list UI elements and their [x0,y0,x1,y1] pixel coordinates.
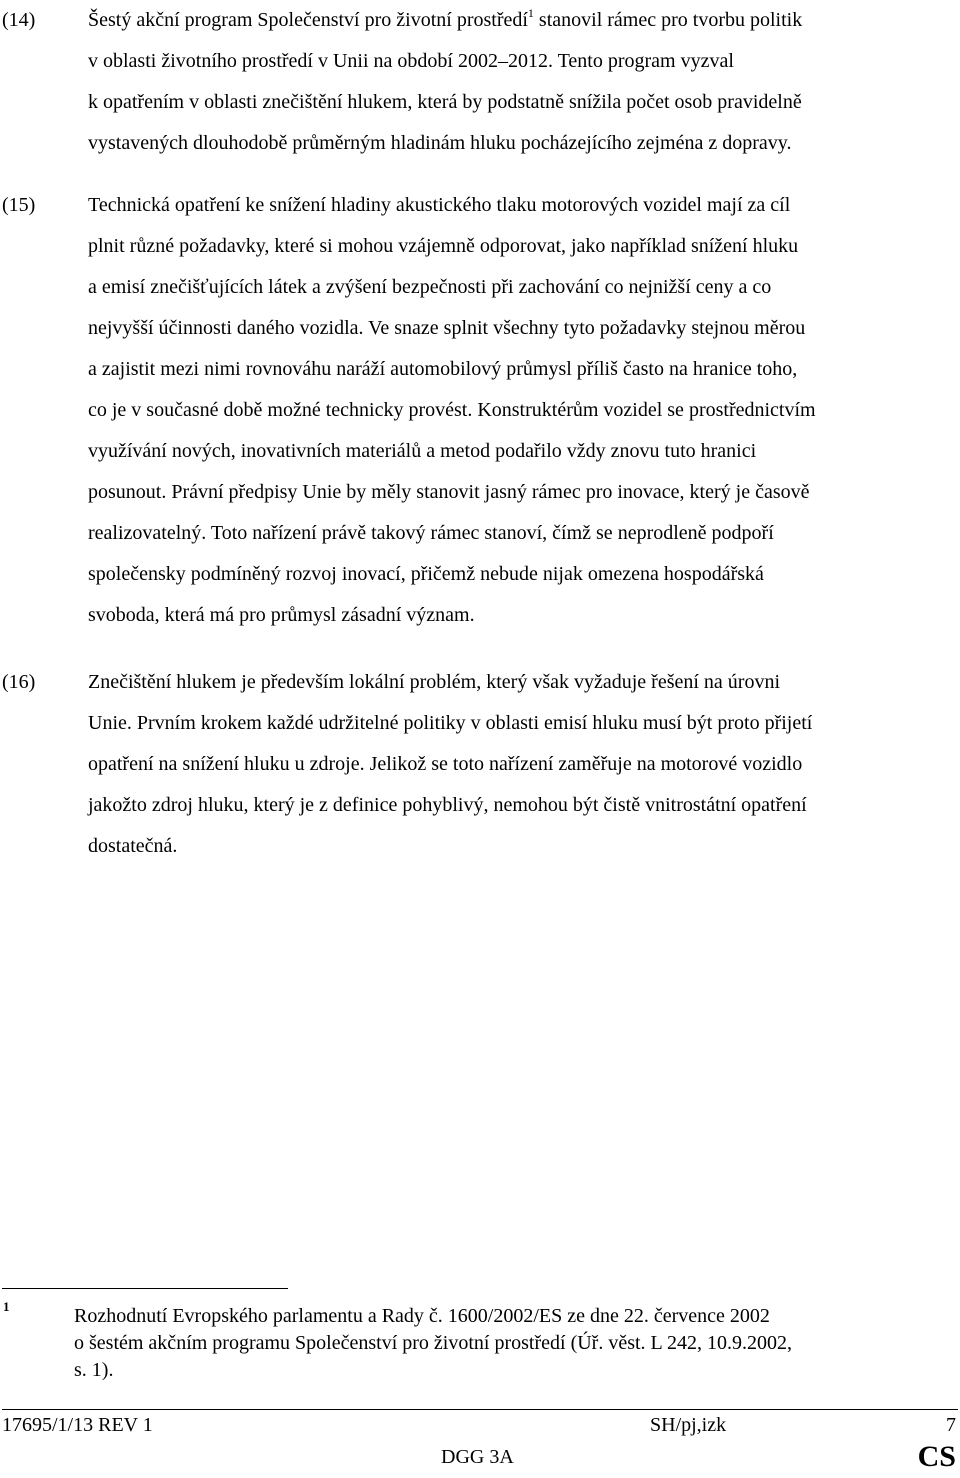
footnote-line: Rozhodnutí Evropského parlamentu a Rady č. 1600/2002/ES ze dne 22. července 2002 [74,1305,770,1327]
paragraph-line: nejvyšší účinnosti daného vozidla. Ve snaze splnit všechny tyto požadavky stejnou měrou [88,317,806,339]
paragraph-text [88,0,956,164]
paragraph-line: vystavených dlouhodobě průměrným hladinám hluku pocházejícího zejména z dopravy. [88,132,792,154]
footnote-line: o šestém akčním programu Společenství pro životní prostředí (Úř. věst. L 242, 10.9.2002, [74,1332,793,1354]
footnote-mark: 1 [3,1299,10,1314]
paragraph-line: Znečištění hlukem je především lokální problém, který však vyžaduje řešení na úrovni [88,671,781,693]
paragraph-line: realizovatelný. Toto nařízení právě takový rámec stanoví, čímž se neprodleně podpoří [88,522,774,544]
footnote-reference[interactable]: 1 [527,6,534,20]
footnote-line: s. 1). [74,1359,114,1381]
paragraph-line: dostatečná. [88,835,178,857]
language-code: CS [917,1440,956,1473]
paragraph-line: a zajistit mezi nimi rovnováhu naráží automobilový průmysl příliš často na hranice toho, [88,358,798,380]
paragraph-line: co je v současné době možné technicky provést. Konstruktérům vozidel se prostřednictvím [88,399,816,421]
directorate-code: DGG 3A [441,1446,514,1468]
paragraph-line: Unie. Prvním krokem každé udržitelné politiky v oblasti emisí hluku musí být proto přijetí [88,712,813,734]
paragraph-line: Technická opatření ke snížení hladiny akustického tlaku motorových vozidel mají za cíl [88,194,791,216]
paragraph-text [88,662,956,867]
paragraph-line: opatření na snížení hluku u zdroje. Jelikož se toto nařízení zaměřuje na motorové vozidlo [88,753,803,775]
footnote-separator [2,1288,288,1289]
document-reference: 17695/1/13 REV 1 [2,1414,153,1436]
paragraph-text [88,185,956,636]
paragraph-line: jakožto zdroj hluku, který je z definice pohyblivý, nemohou být čistě vnitrostátní opatření [88,794,807,816]
paragraph-line: svoboda, která má pro průmysl zásadní význam. [88,604,475,626]
footnote-text [74,1303,954,1384]
author-initials: SH/pj,izk [650,1414,727,1436]
paragraph-line: a emisí znečišťujících látek a zvýšení bezpečnosti při zachování co nejnižší ceny a co [88,276,772,298]
paragraph-line: společensky podmíněný rozvoj inovací, přičemž nebude nijak omezena hospodářská [88,563,764,585]
paragraph-number: (16) [2,671,36,693]
footer-separator [2,1409,958,1410]
paragraph-line: posunout. Právní předpisy Unie by měly stanovit jasný rámec pro inovace, který je časově [88,481,810,503]
paragraph-line: k opatřením v oblasti znečištění hlukem, která by podstatně snížila počet osob pravidelně [88,91,802,113]
paragraph-number: (15) [2,194,36,216]
paragraph-number: (14) [2,9,36,31]
paragraph-line: v oblasti životního prostředí v Unii na období 2002–2012. Tento program vyzval [88,50,734,72]
page-number: 7 [946,1414,956,1436]
paragraph-line: využívání nových, inovativních materiálů a metod podařilo vždy znovu tuto hranici [88,440,757,462]
paragraph-line: Šestý akční program Společenství pro životní prostředí$^1$ stanovil rámec pro tvorbu politik [88,6,803,31]
paragraph-line: plnit různé požadavky, které si mohou vzájemně odporovat, jako například snížení hluku [88,235,799,257]
